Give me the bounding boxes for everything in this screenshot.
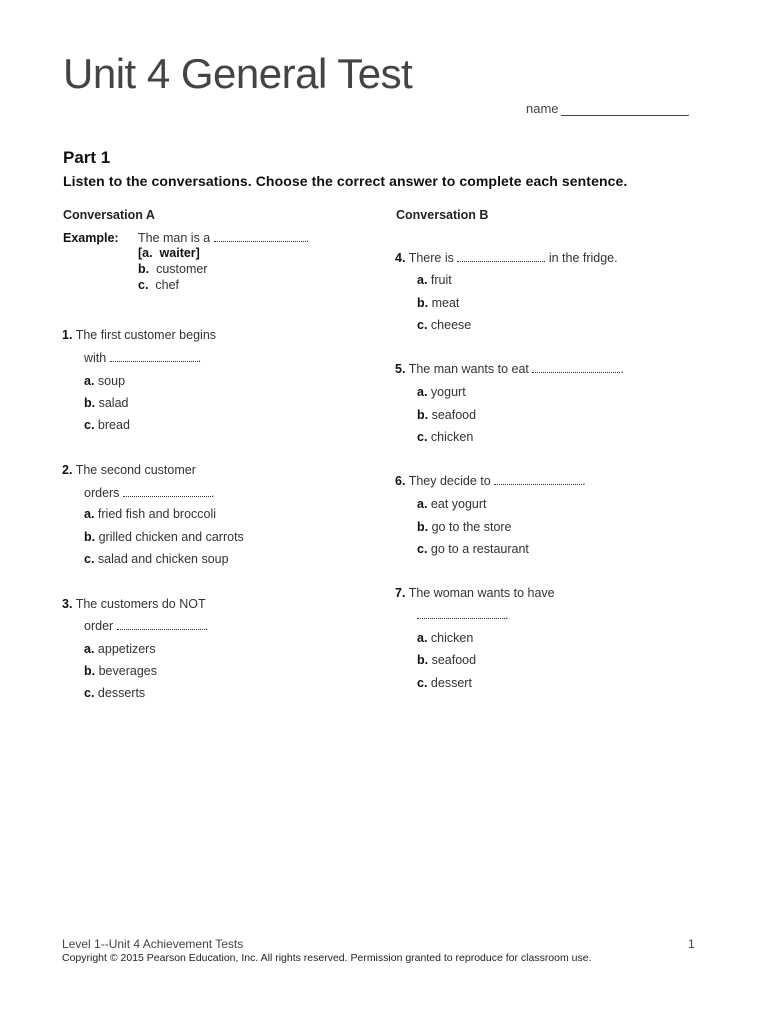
question-3-option-c[interactable]: c. desserts <box>84 686 146 700</box>
question-3-option-a[interactable]: a. appetizers <box>84 642 156 656</box>
question-3-option-b[interactable]: b. beverages <box>84 664 157 678</box>
instructions: Listen to the conversations. Choose the correct answer to complete each sentence. <box>63 173 628 189</box>
question-4-option-a[interactable]: a. fruit <box>417 273 452 287</box>
question-2-option-c[interactable]: c. salad and chicken soup <box>84 552 229 566</box>
footer-source: Level 1--Unit 4 Achievement Tests <box>62 937 244 951</box>
question-3-stem: 3. The customers do NOT <box>62 597 206 611</box>
name-field <box>526 101 689 116</box>
page-number: 1 <box>688 937 695 951</box>
example-option-b: b. customer <box>138 262 208 276</box>
name-label: name <box>526 101 559 116</box>
question-4-option-c[interactable]: c. cheese <box>417 318 472 332</box>
example-option-a: [a. waiter] <box>138 246 200 260</box>
conversation-a-heading: Conversation A <box>63 208 155 222</box>
question-1-option-b[interactable]: b. salad <box>84 396 129 410</box>
question-1-stem: 1. The first customer begins <box>62 328 217 342</box>
question-5-option-a[interactable]: a. yogurt <box>417 385 466 399</box>
question-6-option-a[interactable]: a. eat yogurt <box>417 497 487 511</box>
question-4-stem: 4. There is in the fridge. <box>395 251 618 265</box>
example-label: Example: <box>63 231 119 245</box>
question-3-continuation: order . <box>84 619 209 633</box>
question-1-option-a[interactable]: a. soup <box>84 374 126 388</box>
question-6-stem: 6. They decide to . <box>395 474 586 488</box>
question-2-option-a[interactable]: a. fried fish and broccoli <box>84 507 217 521</box>
question-4-blank[interactable] <box>457 251 545 262</box>
conversation-b-heading: Conversation B <box>396 208 489 222</box>
footer-copyright: Copyright © 2015 Pearson Education, Inc. All rights reserved. Permission granted to reproduce for classroom use. <box>62 952 592 964</box>
question-7-blank[interactable] <box>417 608 505 619</box>
name-blank[interactable] <box>561 103 689 116</box>
example-blank <box>214 231 306 242</box>
question-2-blank[interactable] <box>123 486 211 497</box>
question-7-option-b[interactable]: b. seafood <box>417 653 477 667</box>
question-3-blank[interactable] <box>117 619 205 630</box>
question-6-option-b[interactable]: b. go to the store <box>417 520 512 534</box>
question-2-stem: 2. The second customer <box>62 463 196 477</box>
question-2-option-b[interactable]: b. grilled chicken and carrots <box>84 530 244 544</box>
question-1-option-c[interactable]: c. bread <box>84 418 130 432</box>
question-6-blank[interactable] <box>494 474 582 485</box>
question-5-option-b[interactable]: b. seafood <box>417 408 477 422</box>
question-1-continuation: with . <box>84 351 202 365</box>
question-1-blank[interactable] <box>110 351 198 362</box>
example-stem: The man is a . <box>138 231 310 245</box>
example-option-c: c. chef <box>138 278 180 292</box>
question-7-continuation: . <box>417 608 508 622</box>
question-7-option-c[interactable]: c. dessert <box>417 676 472 690</box>
question-5-option-c[interactable]: c. chicken <box>417 430 474 444</box>
part-title: Part 1 <box>63 148 111 167</box>
question-7-stem: 7. The woman wants to have <box>395 586 555 600</box>
question-5-stem: 5. The man wants to eat . <box>395 362 624 376</box>
page-title: Unit 4 General Test <box>63 50 413 97</box>
question-5-blank[interactable] <box>532 362 620 373</box>
question-4-option-b[interactable]: b. meat <box>417 296 460 310</box>
question-7-option-a[interactable]: a. chicken <box>417 631 474 645</box>
question-6-option-c[interactable]: c. go to a restaurant <box>417 542 529 556</box>
question-2-continuation: orders . <box>84 486 215 500</box>
